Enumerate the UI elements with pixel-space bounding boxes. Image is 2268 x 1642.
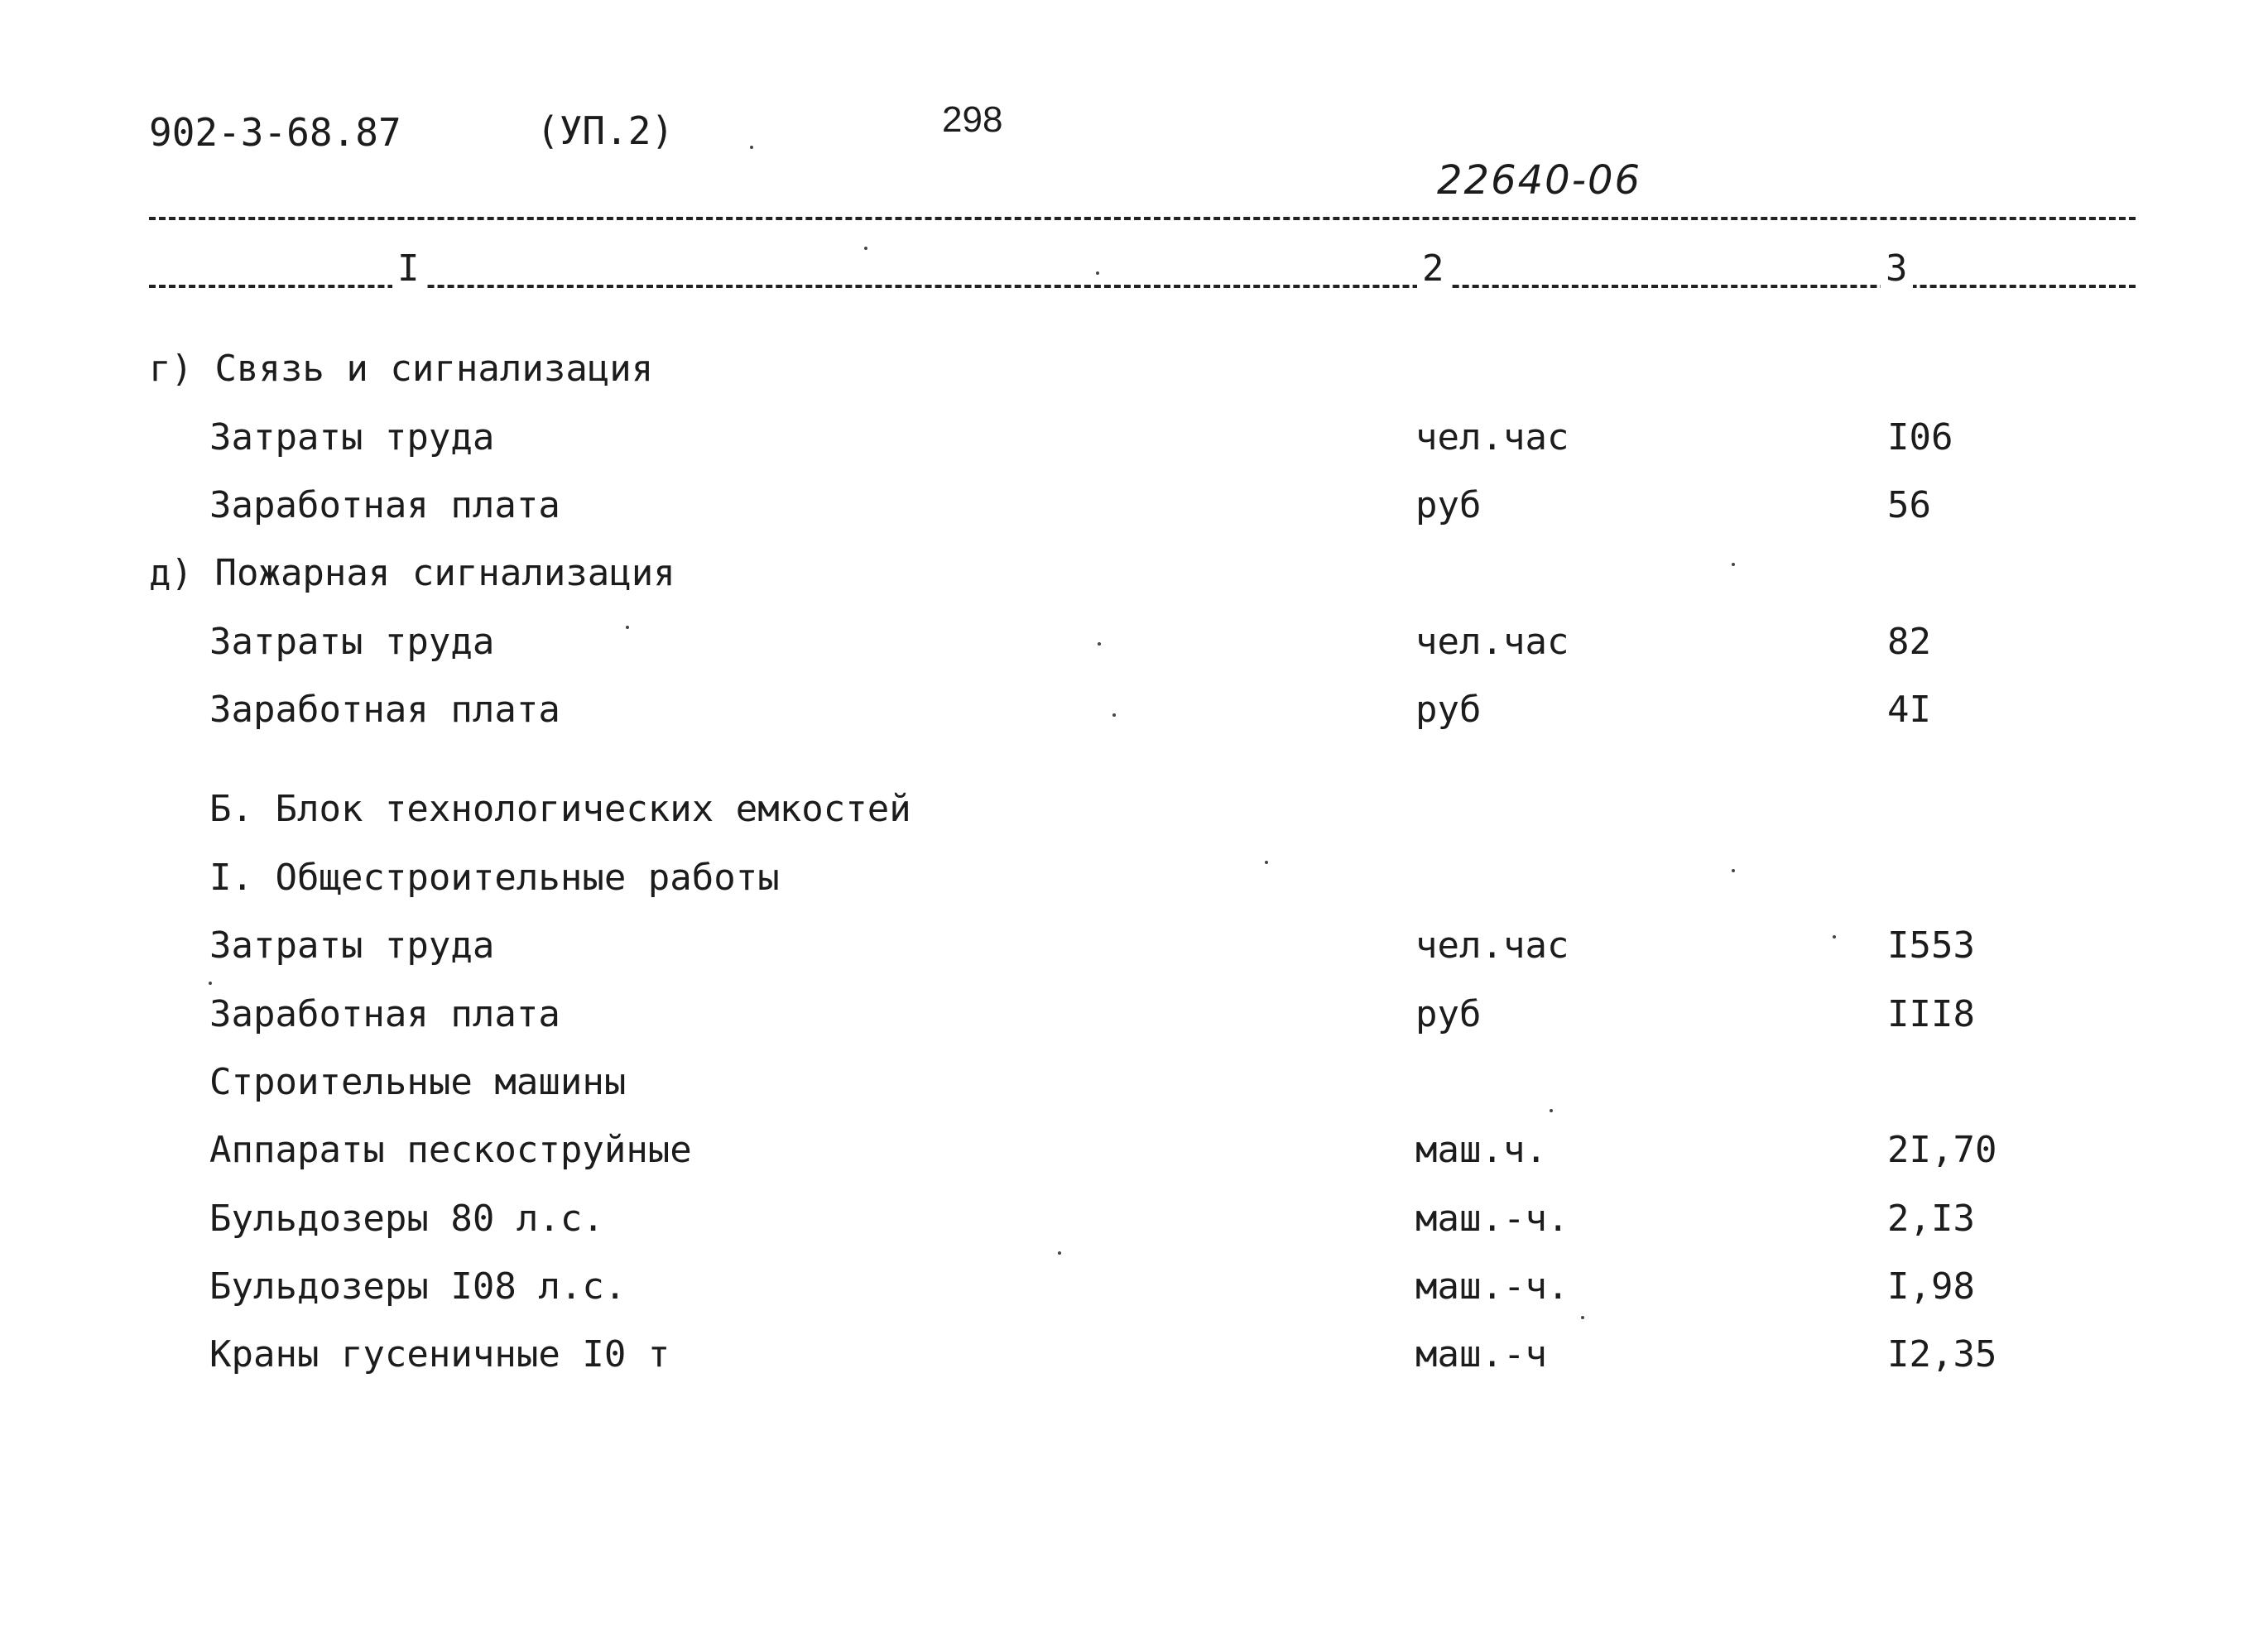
item-value: 2I,70 [1887,1129,1997,1171]
item-value: 2,I3 [1887,1198,1975,1240]
scan-speck [1058,1251,1061,1255]
inventory-number: 22640-06 [1437,157,1642,204]
table-row [0,1185,2268,1253]
item-unit: руб [1415,689,1482,731]
table-row [0,676,2268,744]
item-value: I553 [1887,924,1975,967]
item-label: Заработная плата [209,993,560,1035]
item-label: Аппараты пескоструйные [209,1129,692,1171]
item-unit: руб [1415,993,1482,1035]
item-label: Затраты труда [209,621,495,663]
scan-speck [1732,869,1735,872]
section-heading: Б. Блок технологических емкостей [209,788,911,830]
item-unit: маш.-ч [1415,1333,1547,1376]
item-unit: маш.-ч. [1415,1265,1569,1308]
table-row [0,912,2268,980]
subsection-heading: I. Общестроительные работы [209,857,780,899]
table-header-rule [149,285,2136,288]
table-row [0,775,2268,843]
scan-speck [1833,935,1836,939]
item-value: 4I [1887,689,1931,731]
table-row [0,472,2268,540]
item-value: III8 [1887,993,1975,1035]
item-unit: чел.час [1415,924,1569,967]
table-row [0,404,2268,472]
scan-speck [1112,713,1116,717]
item-label: Заработная плата [209,484,560,526]
table-row [0,1321,2268,1389]
scan-speck [1096,271,1099,275]
item-value: 82 [1887,621,1931,663]
item-label: Затраты труда [209,416,495,459]
album-label: (УП.2) [536,108,675,153]
item-label: Бульдозеры I08 л.с. [209,1265,627,1308]
item-label: Краны гусеничные I0 т [209,1333,670,1376]
table-row [0,335,2268,403]
column-number-1: I [392,248,425,290]
item-unit: руб [1415,484,1482,526]
item-value: 56 [1887,484,1931,526]
table-top-rule [149,217,2136,220]
scan-speck [1581,1316,1584,1319]
column-number-2: 2 [1417,248,1449,290]
item-label: Затраты труда [209,924,495,967]
item-unit: маш.ч. [1415,1129,1547,1171]
item-value: I2,35 [1887,1333,1997,1376]
scan-speck [1098,642,1101,646]
scan-speck [864,247,867,250]
scan-speck [626,626,629,629]
table-row [0,844,2268,912]
item-unit: чел.час [1415,621,1569,663]
scan-speck [1265,861,1268,864]
item-label: Строительные машины [209,1061,627,1103]
table-row [0,1049,2268,1116]
item-value: I06 [1887,416,1953,459]
scan-speck [209,982,212,985]
scan-speck [1732,563,1735,566]
item-label: г) Связь и сигнализация [149,348,654,390]
page-number: 298 [942,99,1003,140]
document-code: 902-3-68.87 [149,110,401,155]
scan-speck [750,146,753,149]
item-unit: чел.час [1415,416,1569,459]
table-row [0,608,2268,676]
table-row [0,1253,2268,1321]
table-row [0,981,2268,1049]
item-label: Бульдозеры 80 л.с. [209,1198,604,1240]
item-label: д) Пожарная сигнализация [149,552,675,594]
item-value: I,98 [1887,1265,1975,1308]
column-number-3: 3 [1881,248,1913,290]
item-label: Заработная плата [209,689,560,731]
table-row [0,1116,2268,1184]
scan-speck [1550,1109,1553,1112]
item-unit: маш.-ч. [1415,1198,1569,1240]
table-row [0,540,2268,607]
